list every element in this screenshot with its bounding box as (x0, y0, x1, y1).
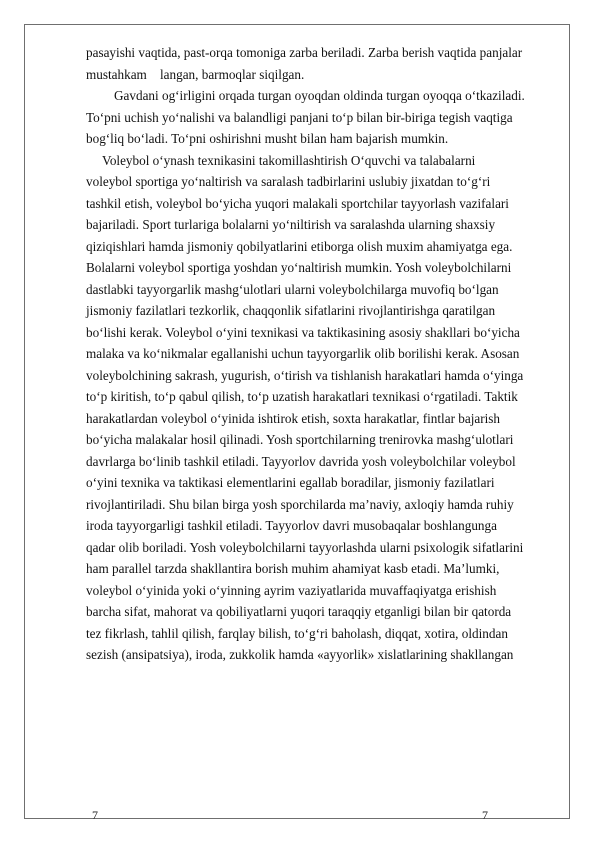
text-line: voleybol o‘yinida yoki o‘yinning ayrim vaziyatlarida muvaffaqiyatga erishish (86, 582, 497, 598)
text-line: bog‘liq bo‘ladi. To‘pni oshirishni musht bilan ham bajarish mumkin. (86, 131, 449, 146)
text-line: davrlarga bo‘linib tashkil etiladi. Tayyorlov davrida yosh voleybolchilar voleybol (86, 453, 516, 469)
page-number-right: 7 (482, 808, 488, 822)
text-line: tashkil etish, voleybol bo‘yicha yuqori malakali sportchilar tayyorlash vazifalari (86, 195, 509, 211)
text-line: To‘pni uchish yo‘nalishi va balandligi panjani to‘p bilan bir-biriga tegish vaqtiga (86, 109, 513, 125)
text-line: pasayishi vaqtida, past-orqa tomoniga zarba beriladi. Zarba berish vaqtida panjalar (86, 45, 523, 60)
document-body (86, 42, 553, 666)
paragraph-3 (86, 150, 553, 666)
text-line: qadar olib boriladi. Yosh voleybolchilarni tayyorlashda ularni psixologik sifatlarini (86, 539, 524, 555)
text-line: harakatlardan voleybol o‘yinida ishtirok etish, soxta harakatlar, fintlar bajarish (86, 410, 501, 426)
text-line: Voleybol o‘ynash texnikasini takomillashtirish O‘quvchi va talabalarni (102, 152, 476, 168)
text-line: mustahkam langan, barmoqlar siqilgan. (86, 66, 305, 82)
text-line: voleybol sportiga yo‘naltirish va saralash tadbirlarini uslubiy jixatdan to‘g‘ri (86, 174, 491, 189)
page-number-left: 7 (92, 808, 98, 822)
paragraph-1 (86, 42, 553, 85)
text-line: bo‘lishi kerak. Voleybol o‘yini texnikasi va taktikasining asosiy shakllari bo‘yicha (86, 324, 520, 340)
text-line: malaka va ko‘nikmalar egallanishi uchun tayyorgarlik olib borilishi kerak. Asosan (86, 346, 520, 361)
text-line: bo‘yicha malakalar hosil qilinadi. Yosh sportchilarning trenirovka mashg‘ulotlari (86, 432, 514, 447)
text-line: tez fikrlash, tahlil qilish, farqlay bilish, to‘g‘ri baholash, diqqat, xotira, oldindan (86, 625, 508, 641)
text-line: to‘p kiritish, to‘p qabul qilish, to‘p uzatish harakatlari texnikasi o‘rgatiladi. Taktik (86, 389, 518, 404)
text-line: Bolalarni voleybol sportiga yoshdan yo‘naltirish mumkin. Yosh voleybolchilarni (86, 260, 512, 275)
text-line: rivojlantiriladi. Shu bilan birga yosh sporchilarda ma’naviy, axloqiy hamda ruhiy (86, 496, 514, 512)
text-line: Gavdani og‘irligini orqada turgan oyoqdan oldinda turgan oyoqqa o‘tkaziladi. (114, 88, 525, 103)
text-line: dastlabki tayyorgarlik mashg‘ulotlari ularni voleybolchilarga muvofiq bo‘lgan (86, 281, 499, 297)
text-line: qiziqishlari hamda jismoniy qobilyatlarini etiborga olish muxim ahamiyatga ega. (86, 238, 513, 254)
text-line: jismoniy fazilatlari tezkorlik, chaqqonlik sifatlarini rivojlantirishga qaratilgan (86, 303, 496, 318)
text-line: ham parallel tarzda shakllantira borish muhim ahamiyat kasb etadi. Ma’lumki, (86, 561, 500, 576)
text-line: o‘yini texnika va taktikasi elementlarini egallab boradilar, jismoniy fazilatlari (86, 475, 495, 490)
text-line: voleybolchining sakrash, yugurish, o‘tirish va tishlanish harakatlari hamda o‘yinga (86, 367, 524, 383)
text-line: barcha sifat, mahorat va qobiliyatlarni yuqori taraqqiy etganligi bilan bir qatorda (86, 604, 512, 619)
paragraph-2 (86, 85, 553, 150)
text-line: sezish (ansipatsiya), iroda, zukkolik hamda «ayyorlik» xislatlarining shakllangan (86, 647, 514, 662)
text-line: bajariladi. Sport turlariga bolalarni yo‘niltirish va saralashda ularning shaxsiy (86, 217, 496, 232)
text-line: iroda tayyorgarligi tashkil etiladi. Tayyorlov davri musobaqalar boshlangunga (86, 518, 497, 533)
